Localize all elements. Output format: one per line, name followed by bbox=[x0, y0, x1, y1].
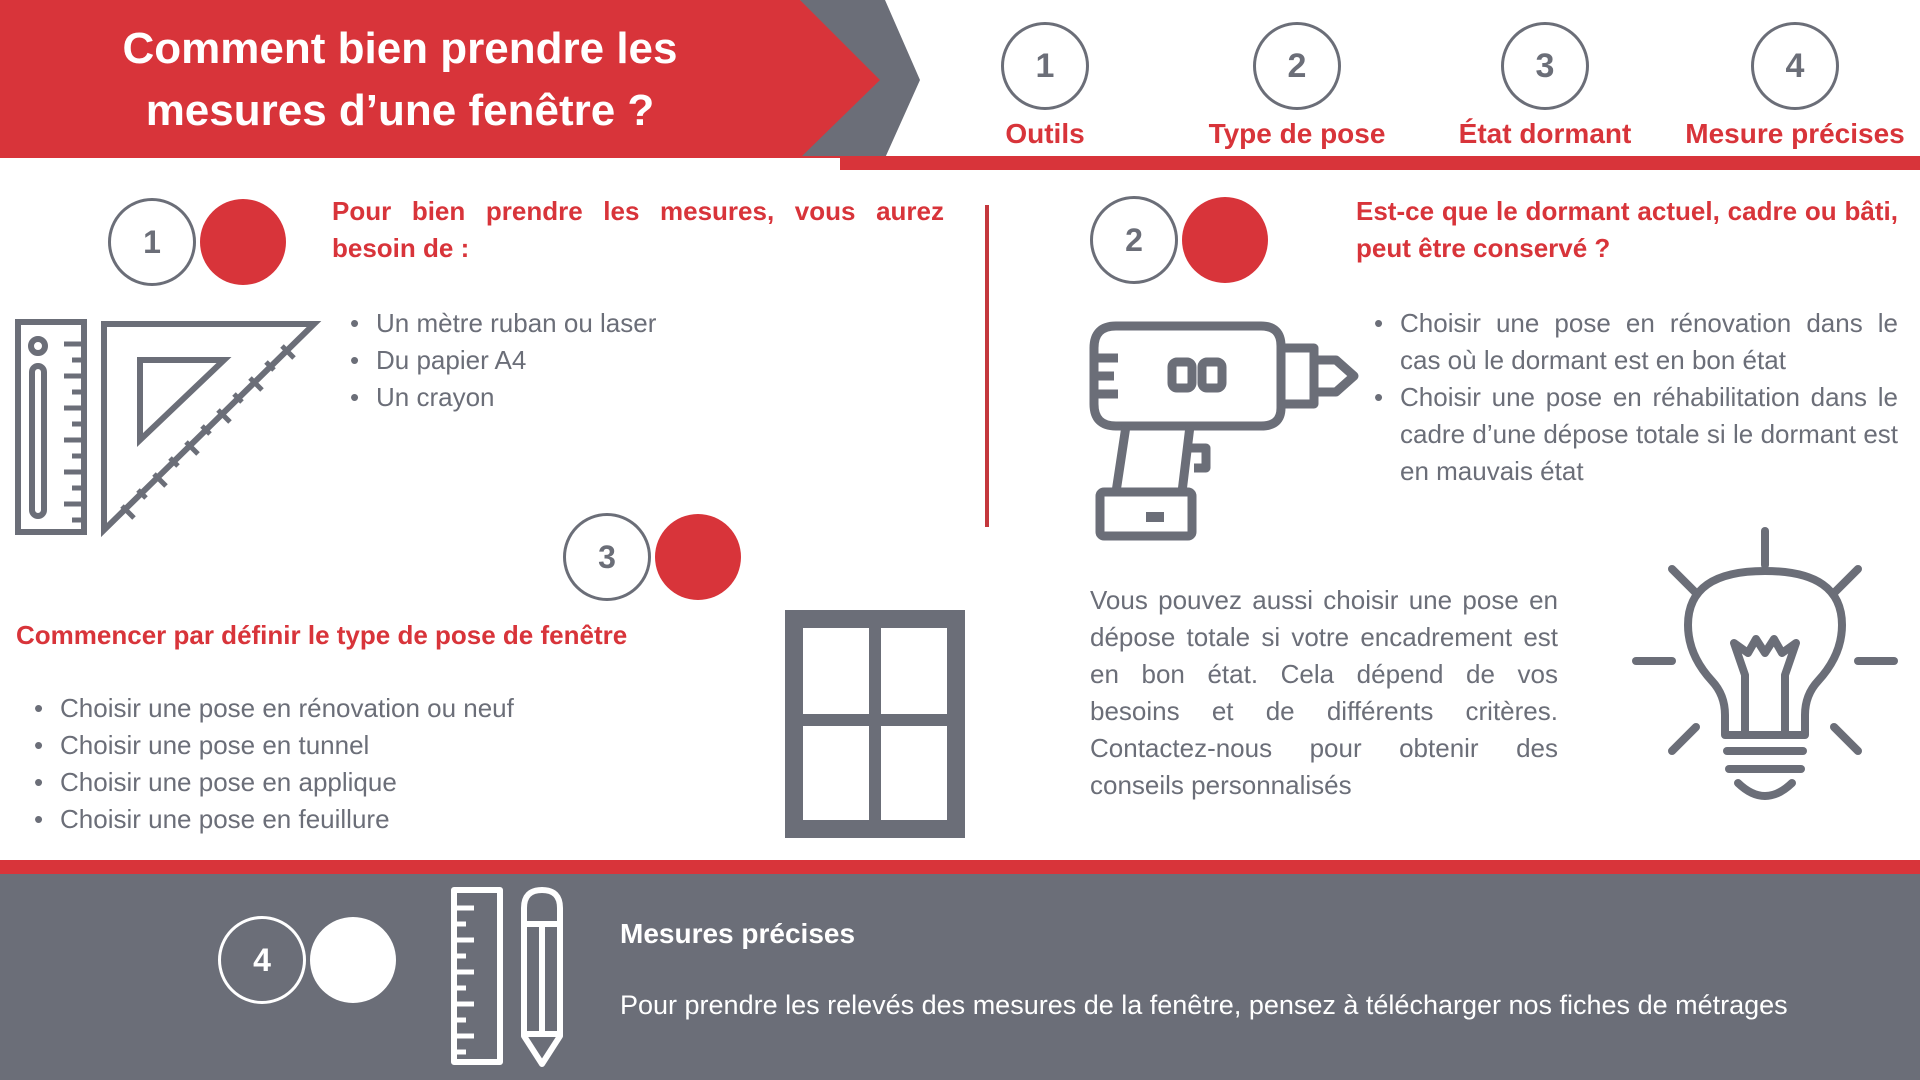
step-mesure-precises bbox=[1665, 22, 1920, 150]
header-banner bbox=[0, 0, 920, 158]
section1-dot bbox=[200, 199, 286, 285]
section1-badge bbox=[108, 198, 286, 286]
step-label: Outils bbox=[1005, 118, 1085, 149]
lightbulb-icon bbox=[1630, 525, 1900, 815]
step-outils bbox=[915, 22, 1175, 150]
footer-rule bbox=[0, 860, 1920, 874]
footer-text: Pour prendre les relevés des mesures de la fenêtre, pensez à télécharger nos fiches de métrages bbox=[620, 990, 1788, 1020]
step-number: 4 bbox=[1751, 22, 1839, 110]
list-item: • Un crayon bbox=[348, 379, 908, 416]
step-label: État dormant bbox=[1458, 118, 1632, 149]
section2-title: Est-ce que le dormant actuel, cadre ou bâti, peut être conservé ? bbox=[1356, 196, 1898, 263]
section1-number: 1 bbox=[108, 198, 196, 286]
step-etat-dormant bbox=[1415, 22, 1675, 150]
window-icon bbox=[785, 610, 965, 838]
section2-badge bbox=[1090, 196, 1268, 284]
section4-badge bbox=[218, 916, 396, 1004]
list-item: • Un mètre ruban ou laser bbox=[348, 305, 908, 342]
list-item: • Choisir une pose en tunnel bbox=[32, 727, 732, 764]
section2-number: 2 bbox=[1090, 196, 1178, 284]
list-item: • Choisir une pose en rénovation ou neuf bbox=[32, 690, 732, 727]
step-number: 3 bbox=[1501, 22, 1589, 110]
section1-list bbox=[348, 305, 908, 416]
step-label: Type de pose bbox=[1208, 118, 1386, 149]
section3-dot bbox=[655, 514, 741, 600]
step-number: 1 bbox=[1001, 22, 1089, 110]
footer bbox=[0, 874, 1920, 1080]
page-title bbox=[40, 18, 760, 142]
section3-list bbox=[32, 690, 732, 838]
section3-badge bbox=[563, 513, 741, 601]
section3-title: Commencer par définir le type de pose de fenêtre bbox=[16, 620, 628, 650]
list-item: • Choisir une pose en feuillure bbox=[32, 801, 732, 838]
ruler-and-pencil-icon bbox=[450, 884, 570, 1069]
step-label: Mesure précises bbox=[1685, 118, 1905, 149]
section2-list bbox=[1372, 305, 1898, 490]
step-number: 2 bbox=[1253, 22, 1341, 110]
list-item: • Choisir une pose en réhabilitation dans le cadre d’une dépose totale si le dormant est en mauvais état bbox=[1372, 379, 1898, 490]
tip-paragraph: Vous pouvez aussi choisir une pose en dépose totale si votre encadrement est en bon état. Cela dépend de vos besoins et de différents critères. Contactez-nous pour obtenir des conseils personnalisés bbox=[1090, 585, 1558, 800]
section4-number: 4 bbox=[218, 916, 306, 1004]
list-item: • Du papier A4 bbox=[348, 342, 908, 379]
header-rule bbox=[840, 156, 1920, 170]
list-item: • Choisir une pose en rénovation dans le cas où le dormant est en bon état bbox=[1372, 305, 1898, 379]
section3-number: 3 bbox=[563, 513, 651, 601]
section4-dot bbox=[310, 917, 396, 1003]
drill-icon bbox=[1086, 318, 1362, 542]
page-title-line2: mesures d’une fenêtre ? bbox=[145, 86, 655, 135]
section1-title: Pour bien prendre les mesures, vous aurez besoin de : bbox=[332, 196, 944, 263]
footer-title: Mesures précises bbox=[620, 918, 856, 949]
section2-dot bbox=[1182, 197, 1268, 283]
column-divider bbox=[985, 205, 989, 527]
step-type-de-pose bbox=[1167, 22, 1427, 150]
ruler-and-set-square-icon bbox=[14, 318, 324, 538]
list-item: • Choisir une pose en applique bbox=[32, 764, 732, 801]
page-title-line1: Comment bien prendre les bbox=[122, 24, 678, 73]
